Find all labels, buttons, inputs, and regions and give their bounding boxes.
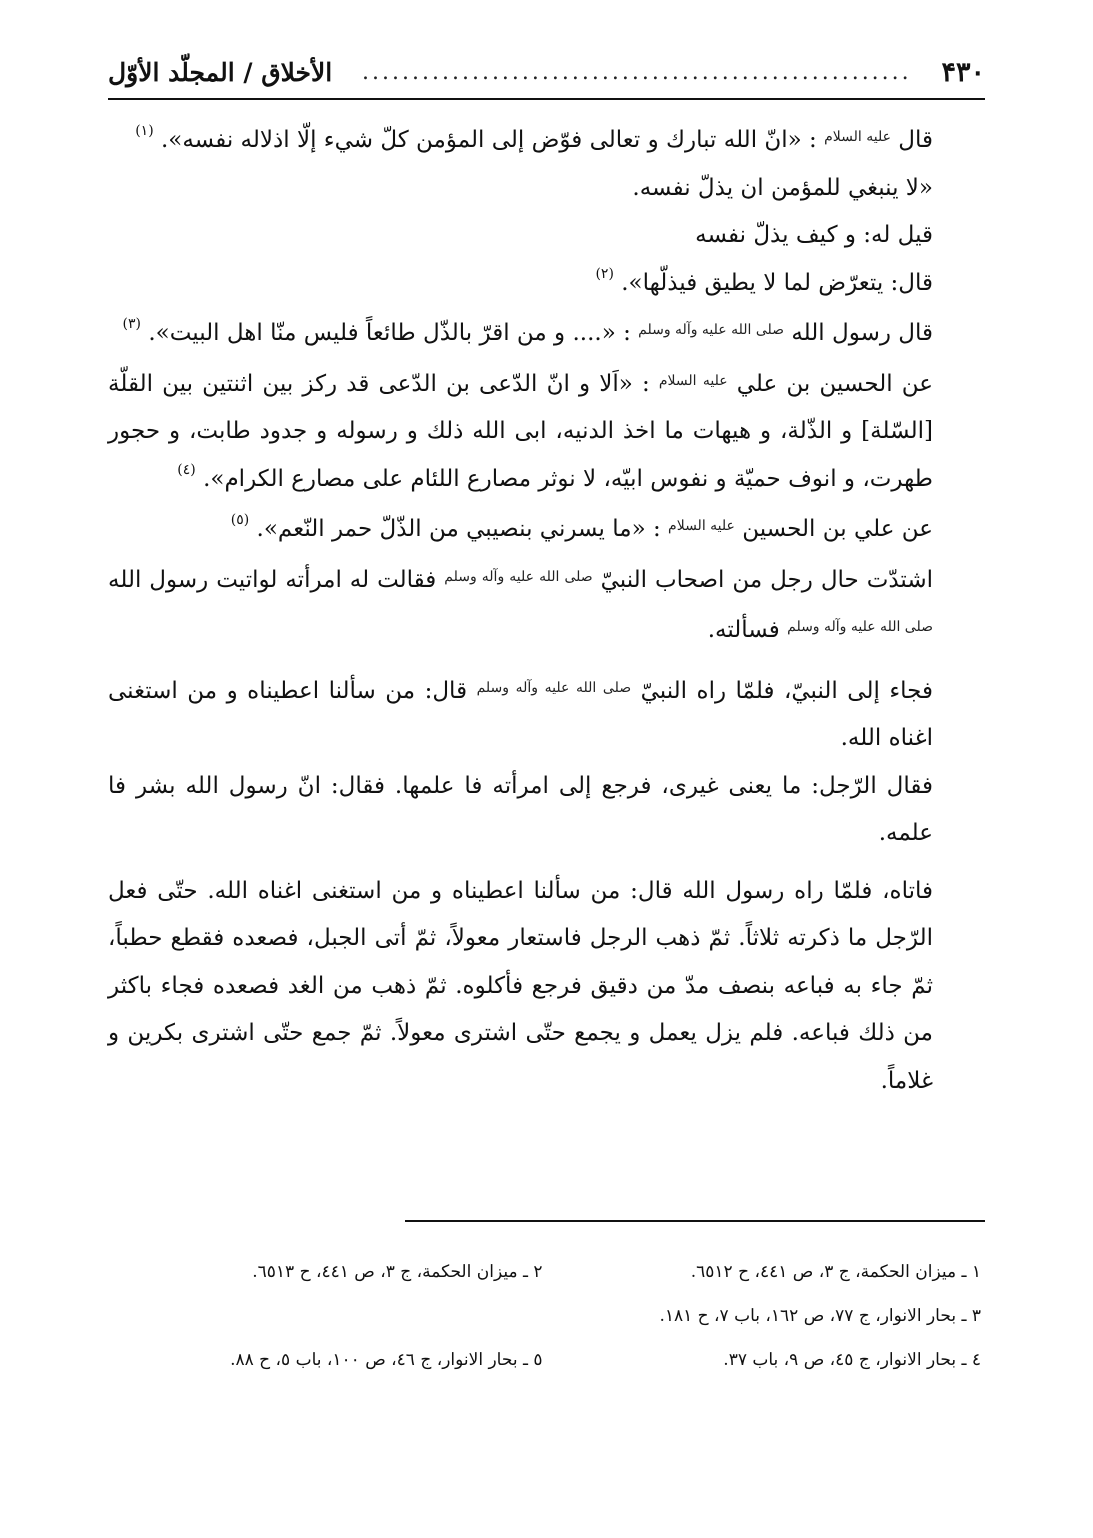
honorific-ligature: عليه السلام — [824, 129, 891, 145]
footnote-ref: (١) — [135, 123, 154, 139]
footnote-row — [108, 1250, 985, 1294]
paragraph: عن علي بن الحسين $^{عليه السلام}$ : «ما يسرني بنصيبي من الذّلّ حمر النّعم». $^{(٥)}$ — [230, 512, 933, 542]
header-rule — [108, 98, 985, 100]
page-number: ۴۳۰ — [941, 56, 985, 88]
honorific-ligature: صلى الله عليه وآله وسلم — [787, 619, 933, 635]
paragraph: فقال الرّجل: ما يعنى غيری، فرجع إلى امرأته فا علمها. فقال: انّ رسول الله بشر فا علمه. — [108, 772, 933, 846]
paragraph: اشتدّت حال رجل من اصحاب النبيّ $^{صلى الله عليه وآله وسلم}$ فقالت له امرأته لواتيت رسول الله $^{صلى الله عليه وآله وسلم}$ فسألته. — [108, 566, 934, 643]
footnote-ref: (٣) — [122, 316, 141, 332]
paragraph: قال رسول الله $^{صلى الله عليه وآله وسلم}$ : «.... و من اقرّ بالذّل طائعاً فليس منّا اهل البيت». $^{(٣)}$ — [122, 316, 933, 346]
leader-dots: ....................................................... — [362, 59, 912, 85]
running-header — [108, 50, 985, 94]
footnote-4: ٤ ـ بحار الانوار، ج ٤٥، ص ٩، باب ٣٧. — [723, 1350, 981, 1370]
footnote-ref: (٢) — [595, 265, 614, 282]
honorific-ligature: صلى الله عليه وآله وسلم — [638, 322, 785, 338]
paragraph: عن الحسين بن علي $^{عليه السلام}$ : «اَلا و انّ الدّعی بن الدّعی قد ركز بين اثنتين بين القلّة [السّلة] و الذّلة، و هيهات ما اخذ الدنيه، ابی الله ذلك و رسوله و جدود طابت، و حجور طهرت، و انوف حميّة و نفوس ابيّه، لا نوثر مصارع اللئام على مصارع الكرام». $^{(٤)}$ — [108, 370, 934, 492]
honorific-ligature: عليه السلام — [668, 518, 735, 534]
honorific-ligature: عليه السلام — [658, 372, 728, 389]
footnote-row — [108, 1338, 985, 1382]
footnote-row — [108, 1294, 985, 1338]
honorific-ligature: صلى الله عليه وآله وسلم — [444, 568, 593, 585]
paragraph: قيل له: و كيف يذلّ نفسه — [695, 222, 933, 248]
honorific-ligature: صلى الله عليه وآله وسلم — [476, 679, 632, 696]
footnote-rule — [405, 1220, 985, 1222]
footnote-ref: (٤) — [177, 461, 196, 478]
footnotes — [108, 1250, 985, 1382]
footnote-5: ٥ ـ بحار الانوار، ج ٤٦، ص ١٠٠، باب ٥، ح ٨٨. — [230, 1350, 543, 1370]
main-text — [108, 114, 985, 1105]
running-title: الأخلاق / المجلّد الأوّل — [108, 57, 333, 87]
footnote-1: ١ ـ ميزان الحكمة، ج ٣، ص ٤٤١، ح ٦٥١٢. — [690, 1262, 981, 1282]
footnote-3: ٣ ـ بحار الانوار، ج ٧٧، ص ١٦٢، باب ٧، ح ١٨١. — [659, 1306, 981, 1326]
paragraph: فجاء إلى النبيّ، فلمّا راه النبيّ $^{صلى الله عليه وآله وسلم}$ قال: من سألنا اعطيناه و من استغنى اغناه الله. — [108, 677, 934, 751]
footnote-ref: (٥) — [230, 512, 250, 528]
paragraph: قال: يتعرّض لما لا يطيق فيذلّها». $^{(٢)}$ — [595, 265, 933, 296]
paragraph: قال $^{عليه السلام}$ : «انّ الله تبارك و تعالى فوّض إلى المؤمن كلّ شيء إلّا اذلاله نفسه». $^{(١)}$ — [135, 123, 933, 153]
paragraph: «لا ينبغي للمؤمن ان يذلّ نفسه. — [632, 174, 933, 201]
paragraph: فاتاه، فلمّا راه رسول الله قال: من سألنا اعطيناه و من استغنى اغناه الله. حتّى فعل الرّجل ما ذكرته ثلاثاً. ثمّ ذهب الرجل فاستعار معولاً، ثمّ أتى الجبل، فصعده فقطع حطباً، ثمّ جاء به فباعه بنصف مدّ من دقيق فرجع فأكلوه. ثمّ ذهب من الغد فصعده فجاء باكثر من ذلك فباعه. فلم يزل يعمل و يجمع حتّى اشتری معولاً. ثمّ جمع حتّى اشتری بكرين و غلاماً. — [108, 877, 933, 1094]
footnote-2: ٢ ـ ميزان الحكمة، ج ٣، ص ٤٤١، ح ٦٥١٣. — [252, 1262, 543, 1282]
